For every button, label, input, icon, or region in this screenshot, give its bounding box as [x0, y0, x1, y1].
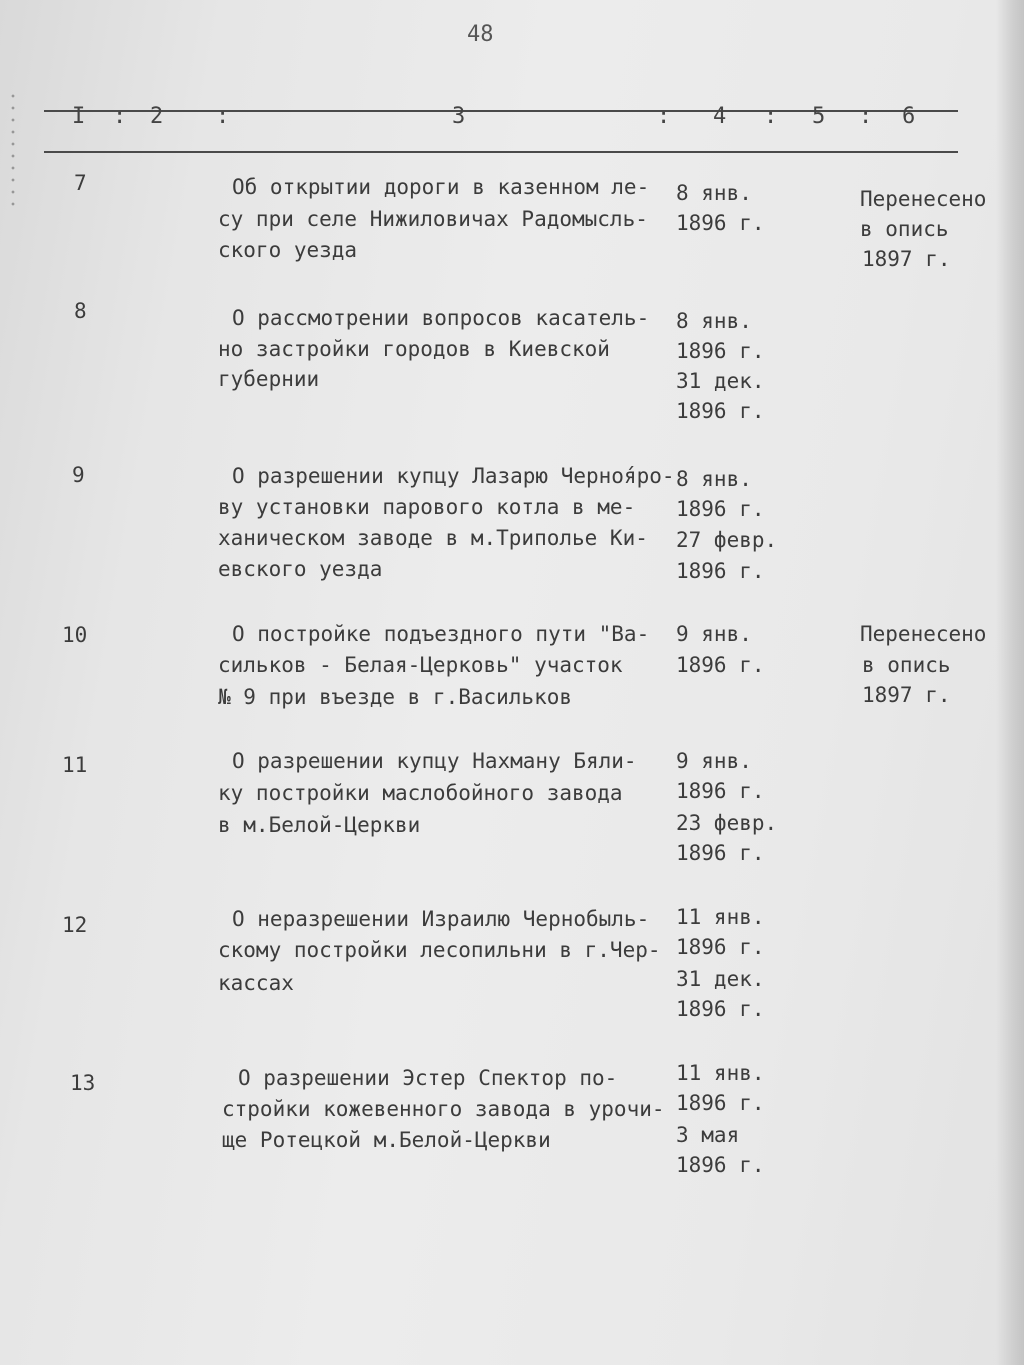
header-separator: :: [764, 104, 778, 129]
header-col-4: 4: [713, 104, 727, 129]
row-title-line: ку постройки маслобойного завода: [218, 781, 623, 805]
row-title-line: су при селе Нижиловичах Радомысль-: [218, 207, 648, 231]
row-title-line: ще Ротецкой м.Белой-Церкви: [222, 1128, 551, 1152]
row-date-line: 1896 г.: [676, 841, 765, 865]
row-date-line: 1896 г.: [676, 1153, 765, 1177]
row-title-line: кассах: [218, 971, 294, 995]
row-date-line: 8 янв.: [676, 467, 752, 491]
row-date-line: 1896 г.: [676, 935, 765, 959]
page-edge-shadow: [996, 0, 1024, 1365]
row-title-line: сильков - Белая-Церковь" участок: [218, 653, 623, 677]
row-date-line: 1896 г.: [676, 497, 765, 521]
row-title-line: в м.Белой-Церкви: [218, 813, 421, 837]
header-col-6: 6: [902, 104, 916, 129]
row-number: 8: [74, 299, 87, 323]
header-col-3: 3: [452, 104, 466, 129]
row-date-line: 1896 г.: [676, 339, 765, 363]
row-note-line: в опись: [860, 217, 949, 241]
table-header-bottom-rule: [44, 151, 958, 153]
row-date-line: 11 янв.: [676, 905, 765, 929]
row-title-line: О постройке подъездного пути "Ва-: [232, 622, 650, 646]
header-col-2: 2: [150, 104, 164, 129]
row-date-line: 1896 г.: [676, 1091, 765, 1115]
row-title-line: О разрешении купцу Нахману Бяли-: [232, 749, 637, 773]
row-note-line: 1897 г.: [862, 247, 951, 271]
row-number: 10: [62, 623, 88, 647]
row-title-line: скому постройки лесопильни в г.Чер-: [218, 938, 661, 962]
row-number: 12: [62, 913, 88, 937]
row-title-line: ву установки парового котла в ме-: [218, 495, 636, 519]
row-title-line: стройки кожевенного завода в урочи-: [222, 1097, 665, 1121]
row-date-line: 9 янв.: [676, 622, 752, 646]
header-separator: :: [657, 104, 671, 129]
row-number: 9: [72, 463, 85, 487]
row-date-line: 1896 г.: [676, 779, 765, 803]
header-col-5: 5: [812, 104, 826, 129]
row-number: 13: [70, 1071, 96, 1095]
row-title-line: но застройки городов в Киевской: [218, 337, 610, 361]
row-date-line: 11 янв.: [676, 1061, 765, 1085]
row-note-line: Перенесено: [860, 622, 987, 646]
row-title-line: ханическом заводе в м.Триполье Ки-: [218, 526, 648, 550]
row-title-line: О разрешении Эстер Спектор по-: [238, 1066, 618, 1090]
row-date-line: 31 дек.: [676, 967, 765, 991]
row-number: 11: [62, 753, 88, 777]
row-note-line: 1897 г.: [862, 683, 951, 707]
header-separator: :: [113, 104, 127, 129]
page-number: 48: [467, 22, 494, 47]
row-date-line: 9 янв.: [676, 749, 752, 773]
row-title-line: ского уезда: [218, 238, 358, 262]
header-col-1: I: [72, 104, 86, 129]
row-date-line: 8 янв.: [676, 181, 752, 205]
row-date-line: 3 мая: [676, 1123, 740, 1147]
row-date-line: 31 дек.: [676, 369, 765, 393]
row-title-line: губернии: [218, 367, 320, 391]
row-number: 7: [74, 171, 87, 195]
row-date-line: 1896 г.: [676, 399, 765, 423]
row-title-line: О разрешении купцу Лазарю Черноя́ро-: [232, 464, 675, 488]
row-title-line: Об открытии дороги в казенном ле-: [232, 175, 650, 199]
row-date-line: 1896 г.: [676, 653, 765, 677]
header-separator: :: [859, 104, 873, 129]
row-title-line: евского уезда: [218, 557, 383, 581]
row-title-line: О рассмотрении вопросов касатель-: [232, 306, 650, 330]
row-date-line: 1896 г.: [676, 997, 765, 1021]
row-title-line: № 9 при въезде в г.Васильков: [218, 685, 573, 709]
row-date-line: 23 февр.: [676, 811, 778, 835]
row-date-line: 8 янв.: [676, 309, 752, 333]
row-date-line: 1896 г.: [676, 211, 765, 235]
row-date-line: 27 февр.: [676, 528, 778, 552]
row-date-line: 1896 г.: [676, 559, 765, 583]
row-title-line: О неразрешении Израилю Чернобыль-: [232, 907, 650, 931]
row-note-line: в опись: [862, 653, 951, 677]
binding-holes: [6, 90, 20, 210]
row-note-line: Перенесено: [860, 187, 987, 211]
header-separator: :: [216, 104, 230, 129]
